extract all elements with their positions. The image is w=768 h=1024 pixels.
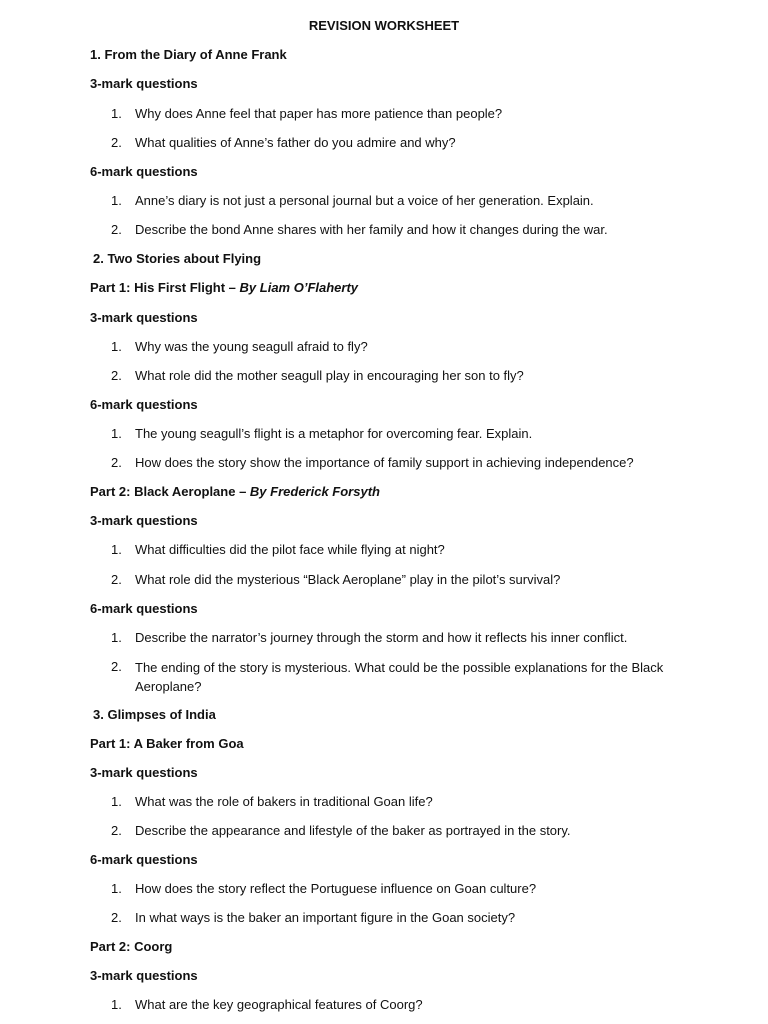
- part-heading-black-aeroplane: [90, 483, 380, 500]
- question-text: Describe the narrator’s journey through the storm and how it reflects his inner conflict.: [135, 630, 628, 645]
- part-heading-first-flight: [90, 279, 358, 296]
- three-mark-heading: 3-mark questions: [90, 310, 198, 325]
- part-label: Part 1: His First Flight –: [90, 280, 240, 295]
- question-text: What difficulties did the pilot face while flying at night?: [135, 542, 445, 557]
- six-mark-heading: 6-mark questions: [90, 601, 198, 616]
- three-mark-heading: 3-mark questions: [90, 765, 198, 780]
- six-mark-heading: 6-mark questions: [90, 164, 198, 179]
- list-number: 1.: [111, 794, 122, 809]
- list-number: 1.: [111, 542, 122, 557]
- part-author: By Liam O’Flaherty: [239, 280, 359, 295]
- page-title: REVISION WORKSHEET: [308, 18, 460, 33]
- question-text: Describe the bond Anne shares with her family and how it changes during the war.: [135, 222, 608, 237]
- question-text: What role did the mother seagull play in encouraging her son to fly?: [135, 368, 524, 383]
- part-author: By Frederick Forsyth: [249, 484, 380, 499]
- list-number: 2.: [111, 222, 122, 237]
- question-text: Why does Anne feel that paper has more patience than people?: [135, 106, 503, 121]
- list-number: 1.: [111, 997, 122, 1012]
- question-text: In what ways is the baker an important figure in the Goan society?: [135, 910, 516, 925]
- question-text: What was the role of bakers in traditional Goan life?: [135, 794, 433, 809]
- list-number: 2.: [111, 572, 122, 587]
- section-heading-anne-frank: 1. From the Diary of Anne Frank: [90, 47, 287, 62]
- list-number: 1.: [111, 630, 122, 645]
- list-number: 2.: [111, 910, 122, 925]
- question-text: What role did the mysterious “Black Aeroplane” play in the pilot’s survival?: [135, 572, 561, 587]
- list-number: 2.: [111, 455, 122, 470]
- list-number: 1.: [111, 881, 122, 896]
- section-heading-glimpses-of-india: 3. Glimpses of India: [93, 707, 216, 722]
- question-text: The ending of the story is mysterious. What could be the possible explanations for the Black Aeroplane?: [135, 660, 664, 694]
- part-heading-baker-from-goa: Part 1: A Baker from Goa: [90, 736, 244, 751]
- six-mark-heading: 6-mark questions: [90, 852, 198, 867]
- list-number: 2.: [111, 823, 122, 838]
- part-heading-coorg: Part 2: Coorg: [90, 939, 173, 954]
- list-number: 1.: [111, 106, 122, 121]
- three-mark-heading: 3-mark questions: [90, 513, 198, 528]
- question-text: What qualities of Anne’s father do you admire and why?: [135, 135, 456, 150]
- section-heading-flying: 2. Two Stories about Flying: [93, 251, 262, 266]
- list-number: 1.: [111, 426, 122, 441]
- six-mark-heading: 6-mark questions: [90, 397, 198, 412]
- three-mark-heading: 3-mark questions: [90, 968, 198, 983]
- question-text: Describe the appearance and lifestyle of the baker as portrayed in the story.: [135, 823, 571, 838]
- question-text: Why was the young seagull afraid to fly?: [135, 339, 368, 354]
- part-label: Part 2: Black Aeroplane –: [90, 484, 250, 499]
- list-number: 2.: [111, 659, 122, 674]
- list-number: 1.: [111, 339, 122, 354]
- three-mark-heading: 3-mark questions: [90, 76, 198, 91]
- question-text: Anne’s diary is not just a personal journal but a voice of her generation. Explain.: [135, 193, 594, 208]
- question-text: How does the story reflect the Portuguese influence on Goan culture?: [135, 881, 537, 896]
- list-number: 2.: [111, 368, 122, 383]
- question-text: How does the story show the importance of family support in achieving independence?: [135, 455, 634, 470]
- question-text: The young seagull’s flight is a metaphor for overcoming fear. Explain.: [135, 426, 533, 441]
- question-text: What are the key geographical features of Coorg?: [135, 997, 423, 1012]
- list-number: 1.: [111, 193, 122, 208]
- list-number: 2.: [111, 135, 122, 150]
